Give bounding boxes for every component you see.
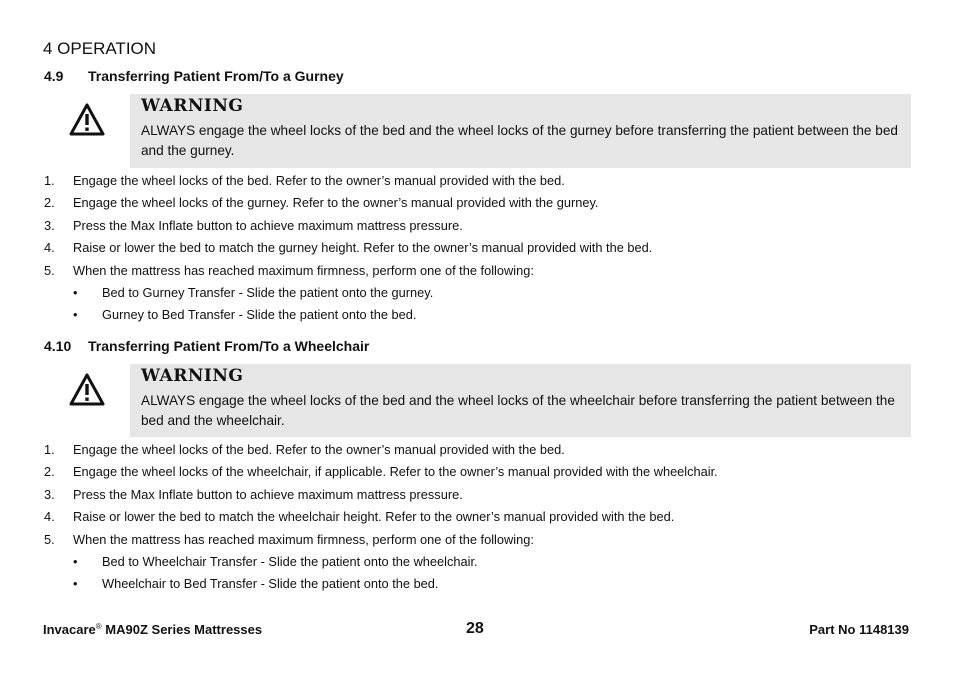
- section-heading: [44, 68, 344, 84]
- footer-product-name: MA90Z Series Mattresses: [105, 622, 263, 637]
- step-text: Press the Max Inflate button to achieve maximum mattress pressure.: [73, 486, 463, 502]
- bullet-item: [44, 282, 914, 304]
- step-number: 1.: [44, 442, 55, 457]
- step-text: When the mattress has reached maximum firmness, perform one of the following:: [73, 531, 534, 547]
- list-item: [44, 170, 914, 192]
- registered-mark: ®: [95, 622, 102, 631]
- list-item: [44, 215, 914, 237]
- step-number: 4.: [44, 240, 55, 256]
- page-number: 28: [466, 620, 484, 637]
- step-list: [44, 439, 914, 596]
- warning-text: ALWAYS engage the wheel locks of the bed and the wheel locks of the gurney before transferring the patient between the bed and the gurney.: [141, 123, 898, 158]
- step-text: Raise or lower the bed to match the gurney height. Refer to the owner’s manual provided with the bed.: [73, 240, 653, 256]
- warning-triangle-icon: [68, 102, 106, 138]
- step-text: Engage the wheel locks of the gurney. Refer to the owner’s manual provided with the gurney.: [73, 195, 599, 211]
- bullet-text: Wheelchair to Bed Transfer - Slide the patient onto the bed.: [102, 576, 439, 592]
- footer-brand: Invacare: [43, 622, 96, 637]
- step-text: Raise or lower the bed to match the wheelchair height. Refer to the owner’s manual provided with the bed.: [73, 509, 675, 525]
- step-list: [44, 170, 914, 327]
- bullet-item: [44, 573, 914, 595]
- footer-part-number: Part No 1148139: [809, 622, 909, 637]
- warning-box: [130, 364, 911, 437]
- section-heading: [44, 338, 369, 354]
- section-title: Transferring Patient From/To a Wheelchair: [88, 338, 370, 354]
- warning-box: [130, 94, 911, 168]
- step-number: 2.: [44, 464, 55, 480]
- bullet-marker: •: [73, 576, 78, 592]
- list-item: [44, 506, 914, 528]
- warning-title: WARNING: [141, 96, 244, 116]
- bullet-marker: •: [73, 553, 78, 569]
- list-item: [44, 237, 914, 259]
- chapter-heading: 4 OPERATION: [43, 39, 157, 58]
- list-item: [44, 439, 914, 461]
- step-number: 2.: [44, 195, 55, 211]
- footer-product: [43, 622, 262, 637]
- bullet-marker: •: [73, 284, 78, 300]
- step-text: Engage the wheel locks of the bed. Refer to the owner’s manual provided with the bed.: [73, 173, 565, 188]
- list-item: [44, 192, 914, 214]
- step-text: Engage the wheel locks of the bed. Refer to the owner’s manual provided with the bed.: [73, 442, 565, 457]
- step-number: 4.: [44, 509, 55, 525]
- bullet-item: [44, 551, 914, 573]
- list-item: [44, 260, 914, 282]
- warning-text: ALWAYS engage the wheel locks of the bed and the wheel locks of the wheelchair before transferring the patient between the bed and the wheelchair.: [141, 393, 895, 428]
- step-number: 5.: [44, 531, 55, 547]
- bullet-text: Bed to Wheelchair Transfer - Slide the patient onto the wheelchair.: [102, 553, 478, 569]
- section-title: Transferring Patient From/To a Gurney: [88, 68, 344, 84]
- list-item: [44, 484, 914, 506]
- step-number: 3.: [44, 217, 55, 233]
- step-text: Engage the wheel locks of the wheelchair, if applicable. Refer to the owner’s manual provided with the wheelchair.: [73, 464, 718, 480]
- list-item: [44, 461, 914, 483]
- warning-triangle-icon: [68, 372, 106, 408]
- list-item: [44, 529, 914, 551]
- step-text: When the mattress has reached maximum firmness, perform one of the following:: [73, 262, 534, 278]
- section-number: 4.9: [44, 68, 64, 84]
- warning-title: WARNING: [141, 366, 244, 386]
- bullet-marker: •: [73, 307, 78, 323]
- bullet-item: [44, 304, 914, 326]
- bullet-text: Gurney to Bed Transfer - Slide the patient onto the bed.: [102, 307, 417, 323]
- step-number: 5.: [44, 262, 55, 278]
- step-number: 3.: [44, 486, 55, 502]
- step-number: 1.: [44, 173, 55, 188]
- section-number: 4.10: [44, 338, 72, 354]
- step-text: Press the Max Inflate button to achieve maximum mattress pressure.: [73, 217, 463, 233]
- bullet-text: Bed to Gurney Transfer - Slide the patient onto the gurney.: [102, 284, 434, 300]
